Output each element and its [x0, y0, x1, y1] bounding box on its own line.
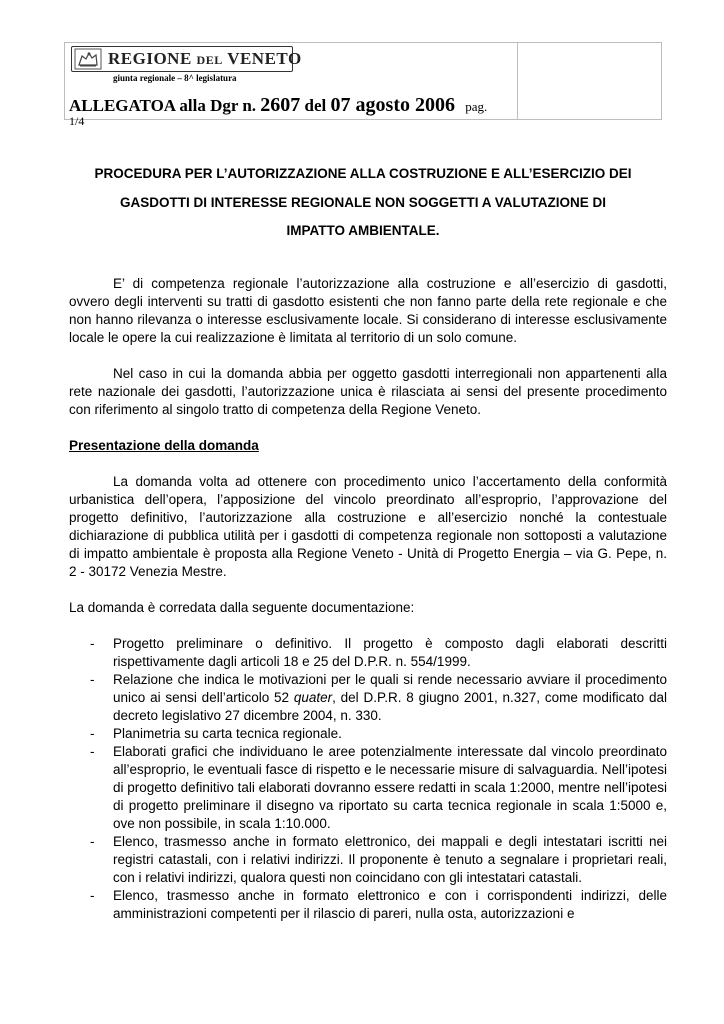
logo-veneto: VENETO — [227, 49, 302, 68]
allegato-heading — [69, 95, 487, 117]
logo-text — [108, 49, 302, 70]
pag-label: pag. — [465, 99, 488, 114]
list-item — [69, 671, 667, 725]
legislature-subtitle: giunta regionale – 8^ legislatura — [113, 73, 237, 83]
list-item-text: Relazione che indica le motivazioni per le quali si rende necessario avviare il procedimento unico ai sensi dell’articolo 52 — [113, 672, 667, 705]
list-item: - Progetto preliminare o definitivo. Il progetto è composto dagli elaborati descritti rispettivamente dagli articoli 18 e 25 del D.P.R. n. 554/1999. — [69, 635, 667, 671]
paragraph-documentazione: La domanda è corredata dalla seguente documentazione: — [69, 600, 415, 615]
list-item-italic: quater — [293, 690, 333, 705]
lion-emblem-icon — [74, 48, 102, 70]
page-number: 1/4 — [69, 114, 85, 128]
document-body — [69, 275, 667, 923]
document-header — [64, 42, 662, 128]
list-item: - Planimetria su carta tecnica regionale. — [69, 725, 667, 743]
regione-veneto-logo — [71, 46, 302, 72]
title-line-1: PROCEDURA PER L’AUTORIZZAZIONE ALLA COSTRUZIONE E ALL’ESERCIZIO DEI — [94, 166, 632, 181]
dgr-number: 2607 — [260, 94, 301, 116]
list-item: - Elenco, trasmesso anche in formato elettronico e con i corrispondenti indirizzi, delle amministrazioni competenti per il rilascio di pareri, nulla osta, autorizzazioni e — [69, 887, 667, 923]
title-line-2: GASDOTTI DI INTERESSE REGIONALE NON SOGGETTI A VALUTAZIONE DI — [119, 194, 607, 210]
list-item-text: , del D.P.R. 8 giugno 2001, n.327, come modificato dal decreto legislativo 27 dicembre 2004, n. 330. — [113, 690, 667, 723]
paragraph-competenza: E’ di competenza regionale l’autorizzazione alla costruzione e all’esercizio di gasdotti, ovvero degli interventi su tratti di gasdotto esistenti che non fanno parte della rete regionale e che non hanno rilevanza o interesse esclusivamente locale. Si considerano di interesse esclusivamente locale le opere la cui realizzazione è limitata al territorio di un solo comune. — [69, 276, 667, 345]
logo-regione: REGIONE — [108, 49, 192, 68]
documentation-list — [69, 635, 667, 923]
dgr-date: 07 agosto 2006 — [330, 94, 455, 116]
del-word: del — [304, 96, 327, 115]
section-heading: Presentazione della domanda — [69, 438, 259, 453]
allegato-prefix: ALLEGATOA alla Dgr n. — [69, 96, 257, 115]
header-divider — [517, 43, 518, 119]
list-item: - Elenco, trasmesso anche in formato elettronico, dei mappali e degli intestatari iscritti nei registri catastali, con i relativi indirizzi. Il proponente è tenuto a segnalare i proprietari reali, con i relativi indirizzi, qualora questi non coincidano con gli intestatari catastali. — [69, 833, 667, 887]
paragraph-interregionali: Nel caso in cui la domanda abbia per oggetto gasdotti interregionali non appartenenti alla rete nazionale dei gasdotti, l’autorizzazione unica è rilasciata ai sensi del presente procedimento con riferimento al singolo tratto di competenza della Regione Veneto. — [69, 366, 667, 417]
paragraph-domanda: La domanda volta ad ottenere con procedimento unico l’accertamento della conformità urbanistica dell’opera, l’apposizione del vincolo preordinato all’esproprio, l’approvazione del progetto definitivo, l’autorizzazione alla costruzione e all’esercizio nonché la contestuale dichiarazione di pubblica utilità per i gasdotti di competenza regionale non sottoposti a valutazione di impatto ambientale è proposta alla Regione Veneto - Unità di Progetto Energia – via G. Pepe, n. 2 - 30172 Venezia Mestre. — [69, 474, 667, 579]
logo-del: DEL — [196, 53, 223, 67]
document-title — [64, 160, 662, 246]
list-item: - Elaborati grafici che individuano le aree potenzialmente interessate dal vincolo preordinato all’esproprio, le eventuali fasce di rispetto e le necessarie misure di salvaguardia. Nell’ipotesi di progetto definitivo tali elaborati dovranno essere redatti in scala 1:2000, mentre nell’ipotesi di progetto preliminare il disegno va riportato su carta tecnica regionale in scala 1:5000 e, ove non possibile, in scala 1:10.000. — [69, 743, 667, 833]
title-line-3: IMPATTO AMBIENTALE. — [286, 223, 440, 238]
